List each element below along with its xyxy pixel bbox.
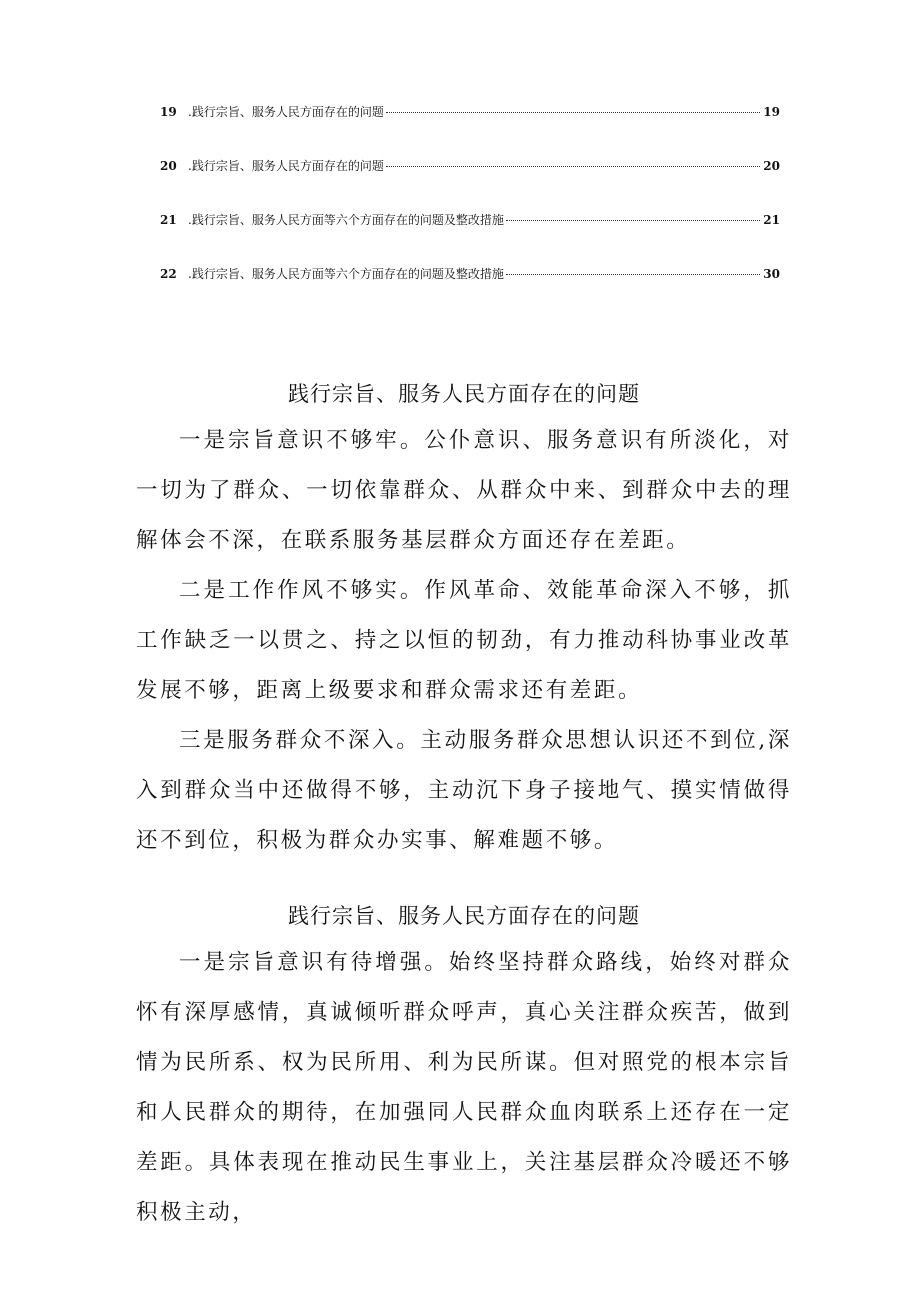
toc-page-number: 20 bbox=[763, 159, 780, 173]
body-paragraph: 一是宗旨意识不够牢。公仆意识、服务意识有所淡化，对一切为了群众、一切依靠群众、从群众中来、到群众中去的理解体会不深，在联系服务基层群众方面还存在差距。 bbox=[136, 428, 792, 553]
toc-leader-dots bbox=[506, 220, 760, 221]
toc-page-number: 19 bbox=[763, 105, 780, 119]
toc-title: .践行宗旨、服务人民方面存在的问题 bbox=[188, 159, 384, 173]
toc-title: .践行宗旨、服务人民方面存在的问题 bbox=[188, 105, 384, 119]
section-1 bbox=[136, 372, 792, 866]
toc-page-number: 21 bbox=[763, 213, 780, 227]
toc-entry[interactable] bbox=[160, 265, 780, 319]
toc-title: .践行宗旨、服务人民方面等六个方面存在的问题及整改措施 bbox=[188, 213, 504, 227]
toc-leader-dots bbox=[386, 166, 760, 167]
body-paragraph: 三是服务群众不深入。主动服务群众思想认识还不到位,深入到群众当中还做得不够，主动沉下身子接地气、摸实情做得还不到位，积极为群众办实事、解难题不够。 bbox=[136, 728, 792, 853]
toc-number: 21 bbox=[160, 213, 177, 227]
toc-number: 19 bbox=[160, 105, 177, 119]
body-paragraph: 二是工作作风不够实。作风革命、效能革命深入不够，抓工作缺乏一以贯之、持之以恒的韧劲，有力推动科协事业改革发展不够，距离上级要求和群众需求还有差距。 bbox=[136, 578, 792, 703]
toc-entry[interactable] bbox=[160, 211, 780, 265]
toc-number: 22 bbox=[160, 267, 177, 281]
toc-leader-dots bbox=[506, 274, 760, 275]
toc-entry[interactable] bbox=[160, 103, 780, 157]
body-paragraph: 一是宗旨意识有待增强。始终坚持群众路线，始终对群众怀有深厚感情，真诚倾听群众呼声，真心关注群众疾苦，做到情为民所系、权为民所用、利为民所谋。但对照党的根本宗旨和人民群众的期待，在加强同人民群众血肉联系上还存在一定差距。具体表现在推动民生事业上，关注基层群众冷暖还不够积极主动， bbox=[136, 950, 792, 1225]
table-of-contents bbox=[160, 103, 780, 319]
section-title: 践行宗旨、服务人民方面存在的问题 bbox=[288, 382, 640, 406]
section-2 bbox=[136, 894, 792, 1238]
toc-page-number: 30 bbox=[763, 267, 780, 281]
section-title: 践行宗旨、服务人民方面存在的问题 bbox=[288, 904, 640, 928]
toc-title: .践行宗旨、服务人民方面等六个方面存在的问题及整改措施 bbox=[188, 267, 504, 281]
toc-number: 20 bbox=[160, 159, 177, 173]
toc-leader-dots bbox=[386, 112, 760, 113]
toc-entry[interactable] bbox=[160, 157, 780, 211]
